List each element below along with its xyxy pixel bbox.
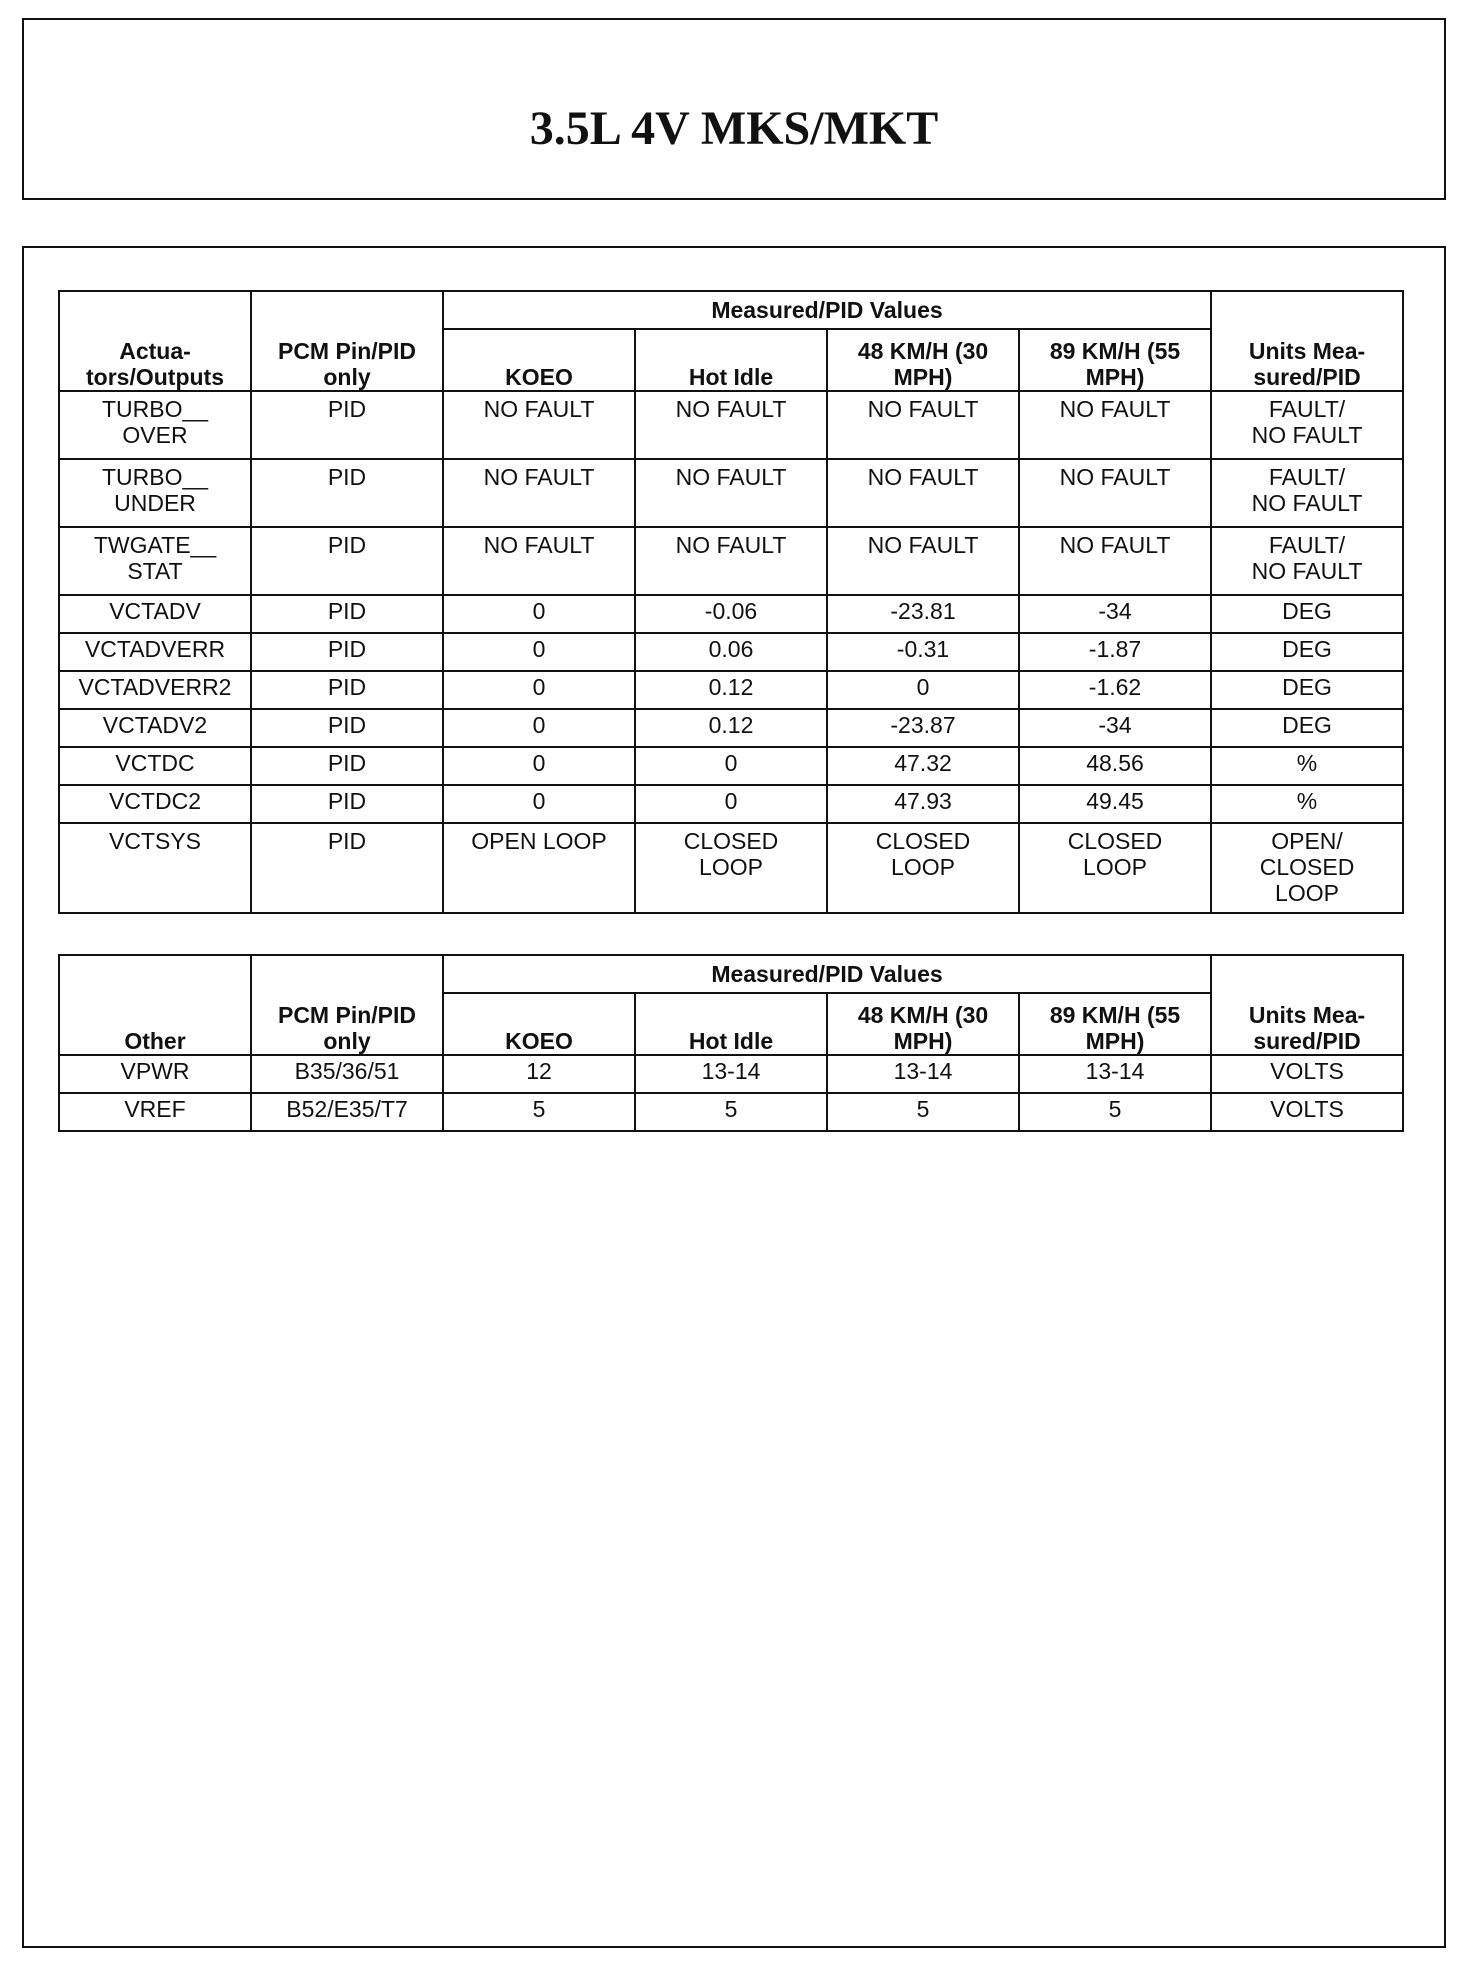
cell-hot-idle: 0 xyxy=(635,747,827,785)
title-box xyxy=(22,18,1446,200)
cell-pcm-pin: B35/36/51 xyxy=(251,1055,443,1093)
cell-48kmh: -0.31 xyxy=(827,633,1019,671)
cell-name: TURBO__ UNDER xyxy=(59,459,251,527)
cell-48kmh: NO FAULT xyxy=(827,527,1019,595)
cell-koeo: 0 xyxy=(443,595,635,633)
cell-89kmh: 13-14 xyxy=(1019,1055,1211,1093)
header-48kmh: 48 KM/H (30 MPH) xyxy=(827,329,1019,391)
table-row xyxy=(59,1055,1403,1093)
cell-name: VCTADV xyxy=(59,595,251,633)
cell-units: DEG xyxy=(1211,671,1403,709)
header-measured-pid-values: Measured/PID Values xyxy=(443,955,1211,993)
header-measured-pid-values: Measured/PID Values xyxy=(443,291,1211,329)
table-row xyxy=(59,595,1403,633)
cell-pcm-pin: PID xyxy=(251,527,443,595)
cell-name: VCTADVERR xyxy=(59,633,251,671)
cell-hot-idle: 13-14 xyxy=(635,1055,827,1093)
cell-89kmh: -34 xyxy=(1019,709,1211,747)
cell-units: % xyxy=(1211,747,1403,785)
header-89kmh: 89 KM/H (55 MPH) xyxy=(1019,993,1211,1055)
cell-89kmh: -34 xyxy=(1019,595,1211,633)
cell-name: VCTADV2 xyxy=(59,709,251,747)
cell-name: VPWR xyxy=(59,1055,251,1093)
cell-hot-idle: 5 xyxy=(635,1093,827,1131)
cell-pcm-pin: PID xyxy=(251,391,443,459)
cell-89kmh: CLOSED LOOP xyxy=(1019,823,1211,913)
cell-89kmh: 5 xyxy=(1019,1093,1211,1131)
cell-hot-idle: NO FAULT xyxy=(635,391,827,459)
cell-pcm-pin: PID xyxy=(251,747,443,785)
cell-89kmh: -1.87 xyxy=(1019,633,1211,671)
cell-pcm-pin: PID xyxy=(251,633,443,671)
table-row xyxy=(59,671,1403,709)
cell-units: DEG xyxy=(1211,633,1403,671)
header-pcm-pin-pid: PCM Pin/PID only xyxy=(251,955,443,1055)
header-koeo: KOEO xyxy=(443,329,635,391)
cell-hot-idle: CLOSED LOOP xyxy=(635,823,827,913)
cell-koeo: NO FAULT xyxy=(443,391,635,459)
cell-name: VCTADVERR2 xyxy=(59,671,251,709)
cell-koeo: 0 xyxy=(443,709,635,747)
table-row xyxy=(59,823,1403,913)
cell-89kmh: NO FAULT xyxy=(1019,459,1211,527)
cell-hot-idle: NO FAULT xyxy=(635,459,827,527)
cell-48kmh: NO FAULT xyxy=(827,459,1019,527)
header-units-measured: Units Mea- sured/PID xyxy=(1211,955,1403,1055)
cell-units: FAULT/ NO FAULT xyxy=(1211,459,1403,527)
cell-pcm-pin: PID xyxy=(251,785,443,823)
cell-hot-idle: -0.06 xyxy=(635,595,827,633)
header-actuators-outputs: Actua- tors/Outputs xyxy=(59,291,251,391)
table-row xyxy=(59,709,1403,747)
cell-48kmh: 13-14 xyxy=(827,1055,1019,1093)
cell-koeo: 0 xyxy=(443,633,635,671)
cell-pcm-pin: PID xyxy=(251,671,443,709)
cell-pcm-pin: PID xyxy=(251,709,443,747)
cell-89kmh: NO FAULT xyxy=(1019,391,1211,459)
cell-units: % xyxy=(1211,785,1403,823)
cell-units: OPEN/ CLOSED LOOP xyxy=(1211,823,1403,913)
cell-koeo: OPEN LOOP xyxy=(443,823,635,913)
cell-koeo: NO FAULT xyxy=(443,459,635,527)
cell-89kmh: 48.56 xyxy=(1019,747,1211,785)
cell-48kmh: 47.93 xyxy=(827,785,1019,823)
header-units-measured: Units Mea- sured/PID xyxy=(1211,291,1403,391)
cell-units: FAULT/ NO FAULT xyxy=(1211,391,1403,459)
header-pcm-pin-pid: PCM Pin/PID only xyxy=(251,291,443,391)
header-89kmh: 89 KM/H (55 MPH) xyxy=(1019,329,1211,391)
cell-name: TURBO__ OVER xyxy=(59,391,251,459)
cell-48kmh: NO FAULT xyxy=(827,391,1019,459)
cell-name: TWGATE__ STAT xyxy=(59,527,251,595)
cell-units: DEG xyxy=(1211,709,1403,747)
cell-units: VOLTS xyxy=(1211,1093,1403,1131)
other-table xyxy=(58,954,1404,1132)
cell-hot-idle: NO FAULT xyxy=(635,527,827,595)
cell-pcm-pin: PID xyxy=(251,459,443,527)
cell-koeo: 5 xyxy=(443,1093,635,1131)
cell-48kmh: 47.32 xyxy=(827,747,1019,785)
table-row xyxy=(59,633,1403,671)
actuators-outputs-table xyxy=(58,290,1404,914)
cell-koeo: NO FAULT xyxy=(443,527,635,595)
cell-48kmh: CLOSED LOOP xyxy=(827,823,1019,913)
cell-units: DEG xyxy=(1211,595,1403,633)
cell-48kmh: 5 xyxy=(827,1093,1019,1131)
cell-koeo: 12 xyxy=(443,1055,635,1093)
cell-koeo: 0 xyxy=(443,785,635,823)
cell-name: VREF xyxy=(59,1093,251,1131)
table-row xyxy=(59,527,1403,595)
cell-name: VCTSYS xyxy=(59,823,251,913)
cell-name: VCTDC2 xyxy=(59,785,251,823)
cell-hot-idle: 0 xyxy=(635,785,827,823)
cell-pcm-pin: PID xyxy=(251,595,443,633)
cell-48kmh: 0 xyxy=(827,671,1019,709)
cell-pcm-pin: PID xyxy=(251,823,443,913)
table-row xyxy=(59,1093,1403,1131)
cell-89kmh: NO FAULT xyxy=(1019,527,1211,595)
header-hot-idle: Hot Idle xyxy=(635,329,827,391)
cell-48kmh: -23.81 xyxy=(827,595,1019,633)
table-row xyxy=(59,785,1403,823)
cell-48kmh: -23.87 xyxy=(827,709,1019,747)
page-title: 3.5L 4V MKS/MKT xyxy=(529,102,939,155)
table-row xyxy=(59,391,1403,459)
header-koeo: KOEO xyxy=(443,993,635,1055)
cell-89kmh: -1.62 xyxy=(1019,671,1211,709)
header-48kmh: 48 KM/H (30 MPH) xyxy=(827,993,1019,1055)
cell-89kmh: 49.45 xyxy=(1019,785,1211,823)
cell-units: FAULT/ NO FAULT xyxy=(1211,527,1403,595)
cell-hot-idle: 0.12 xyxy=(635,709,827,747)
cell-hot-idle: 0.12 xyxy=(635,671,827,709)
content-box xyxy=(22,246,1446,1948)
header-other: Other xyxy=(59,955,251,1055)
cell-name: VCTDC xyxy=(59,747,251,785)
cell-koeo: 0 xyxy=(443,671,635,709)
table-row xyxy=(59,747,1403,785)
cell-pcm-pin: B52/E35/T7 xyxy=(251,1093,443,1131)
header-hot-idle: Hot Idle xyxy=(635,993,827,1055)
cell-hot-idle: 0.06 xyxy=(635,633,827,671)
table-row xyxy=(59,459,1403,527)
cell-koeo: 0 xyxy=(443,747,635,785)
cell-units: VOLTS xyxy=(1211,1055,1403,1093)
